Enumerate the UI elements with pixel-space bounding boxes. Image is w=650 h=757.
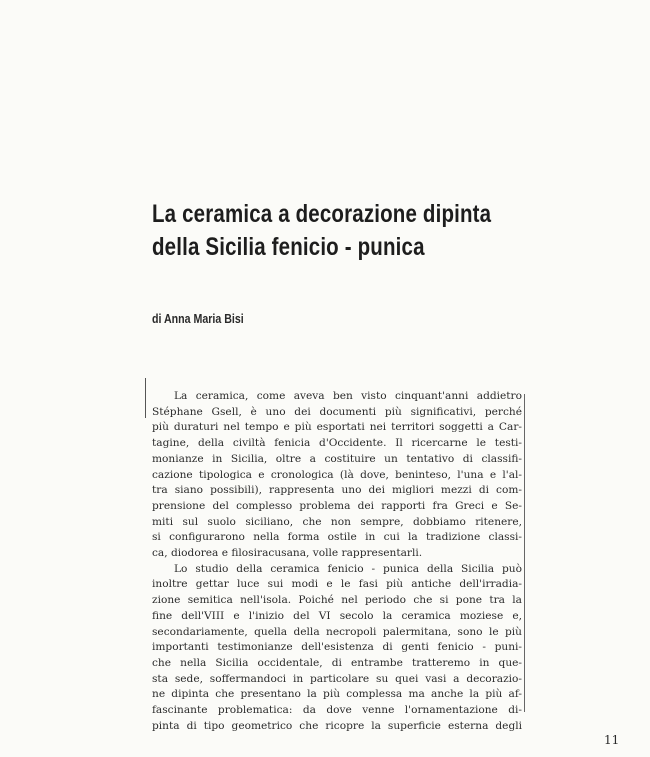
title-line-2: della Sicilia fenicio - punica xyxy=(152,233,425,261)
body-line: fine dell'VIII e l'inizio del VI secolo la ceramica moziese e, xyxy=(152,609,522,622)
page-number: 11 xyxy=(604,733,620,747)
body-line: sta sede, soffermandoci in particolare su quei vasi a decorazio- xyxy=(152,672,522,685)
body-line: Stéphane Gsell, è uno dei documenti più significativi, perché xyxy=(152,405,522,418)
body-line: secondariamente, quella della necropoli palermitana, sono le più xyxy=(152,625,522,638)
body-line: miti sul suolo siciliano, che non sempre, dobbiamo ritenere, xyxy=(152,515,522,528)
body-line: prensione del complesso problema dei rapporti fra Greci e Se- xyxy=(152,499,522,512)
body-line: fascinante problematica: da dove venne l'ornamentazione di- xyxy=(152,704,522,717)
title-line-1: La ceramica a decorazione dipinta xyxy=(152,200,492,228)
body-line: pinta di tipo geometrico che ricopre la superficie esterna degli xyxy=(152,719,522,732)
body-line: monianze in Sicilia, oltre a costituire un tentativo di classifi- xyxy=(152,452,522,465)
body-line: si configurarono nella forma ostile in cui la tradizione classi- xyxy=(152,531,522,544)
body-line: Lo studio della ceramica fenicio - punica della Sicilia può xyxy=(174,562,522,575)
article-title xyxy=(152,198,513,264)
body-line: zione semitica nell'isola. Poiché nel periodo che si pone tra la xyxy=(152,594,522,607)
body-line: tagine, della civiltà fenicia d'Occidente. Il ricercarne le testi- xyxy=(152,437,522,450)
margin-rule-right xyxy=(524,394,525,712)
body-line: cazione tipologica e cronologica (là dove, beninteso, l'una e l'al- xyxy=(152,468,522,481)
body-line: tra siano possibili), rappresenta uno dei migliori mezzi di com- xyxy=(152,484,522,497)
body-text xyxy=(152,389,522,734)
author-byline: di Anna Maria Bisi xyxy=(152,312,244,326)
body-line: inoltre gettar luce sui modi e le fasi più antiche dell'irradia- xyxy=(152,578,522,591)
body-line: ne dipinta che presentano la più complessa ma anche la più af- xyxy=(152,688,522,701)
body-line: importanti testimonianze dell'esistenza di genti fenicio - puni- xyxy=(152,641,522,654)
body-line: più duraturi nel tempo e più esportati nei territori soggetti a Car- xyxy=(152,421,522,434)
margin-rule-left xyxy=(145,378,146,418)
body-line: che nella Sicilia occidentale, di entrambe tratteremo in que- xyxy=(152,656,522,669)
body-line: La ceramica, come aveva ben visto cinquant'anni addietro xyxy=(174,390,522,402)
body-line: ca, diodorea e filosiracusana, volle rappresentarli. xyxy=(152,547,423,560)
